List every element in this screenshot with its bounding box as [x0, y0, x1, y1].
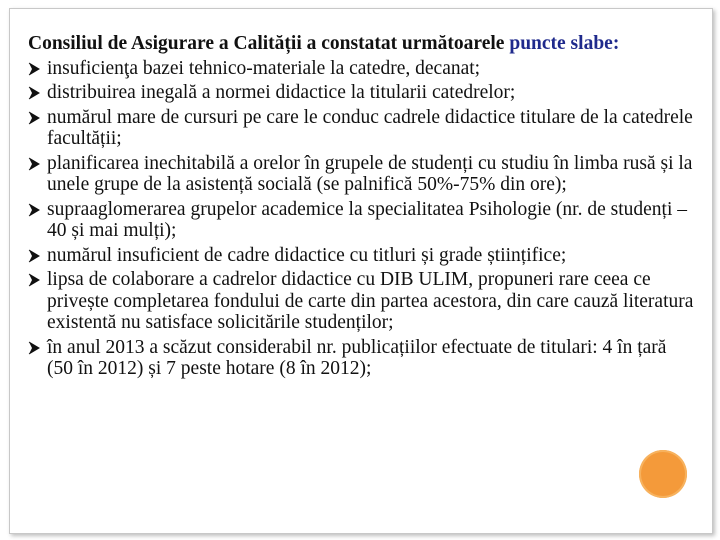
list-item	[28, 58, 696, 80]
arrow-bullet-icon	[28, 157, 40, 171]
arrow-bullet-icon	[28, 111, 40, 125]
slide-content	[28, 33, 696, 383]
decorative-circle	[639, 450, 687, 498]
list-item	[28, 82, 696, 104]
list-item-text: distribuirea inegală a normei didactice la titularii catedrelor;	[47, 82, 516, 103]
list-item-text: insuficienţa bazei tehnico-materiale la catedre, decanat;	[47, 57, 481, 79]
list-item	[28, 199, 696, 242]
list-item-text: lipsa de colaborare a cadrelor didactice cu DIB ULIM, propuneri rare ceea ce privește completarea fondului de carte din partea acestora, din care cauză literatura existentă nu satisface solicitările studenților;	[47, 269, 694, 333]
arrow-bullet-icon	[28, 86, 40, 100]
list-item-text: supraaglomerarea grupelor academice la specialitatea Psihologie (nr. de studenți – 40 și mai mulți);	[47, 198, 687, 241]
heading-text: Consiliul de Asigurare a Calității a constatat următoarele	[28, 33, 510, 54]
arrow-bullet-icon	[28, 203, 40, 217]
list-item-text: în anul 2013 a scăzut considerabil nr. publicațiilor efectuate de titulari: 4 în țară (50 în 2012) și 7 peste hotare (8 în 2012);	[47, 336, 667, 379]
arrow-bullet-icon	[28, 273, 40, 287]
list-item	[28, 245, 696, 267]
list-item	[28, 153, 696, 196]
arrow-bullet-icon	[28, 341, 40, 355]
list-item-text: planificarea inechitabilă a orelor în grupele de studenți cu studiu în limba rusă și la unele grupe de la asistență socială (se palnifică 50%-75% din ore);	[47, 152, 693, 195]
list-item	[28, 337, 696, 380]
arrow-bullet-icon	[28, 62, 40, 76]
slide-heading	[28, 33, 696, 55]
list-item	[28, 269, 696, 334]
heading-accent: puncte slabe:	[509, 33, 620, 54]
list-item	[28, 107, 696, 150]
weak-points-list	[28, 58, 696, 380]
list-item-text: numărul mare de cursuri pe care le conduc cadrele didactice titulare de la catedrele facultății;	[47, 106, 693, 149]
arrow-bullet-icon	[28, 249, 40, 263]
list-item-text: numărul insuficient de cadre didactice cu titluri și grade științifice;	[47, 244, 567, 266]
